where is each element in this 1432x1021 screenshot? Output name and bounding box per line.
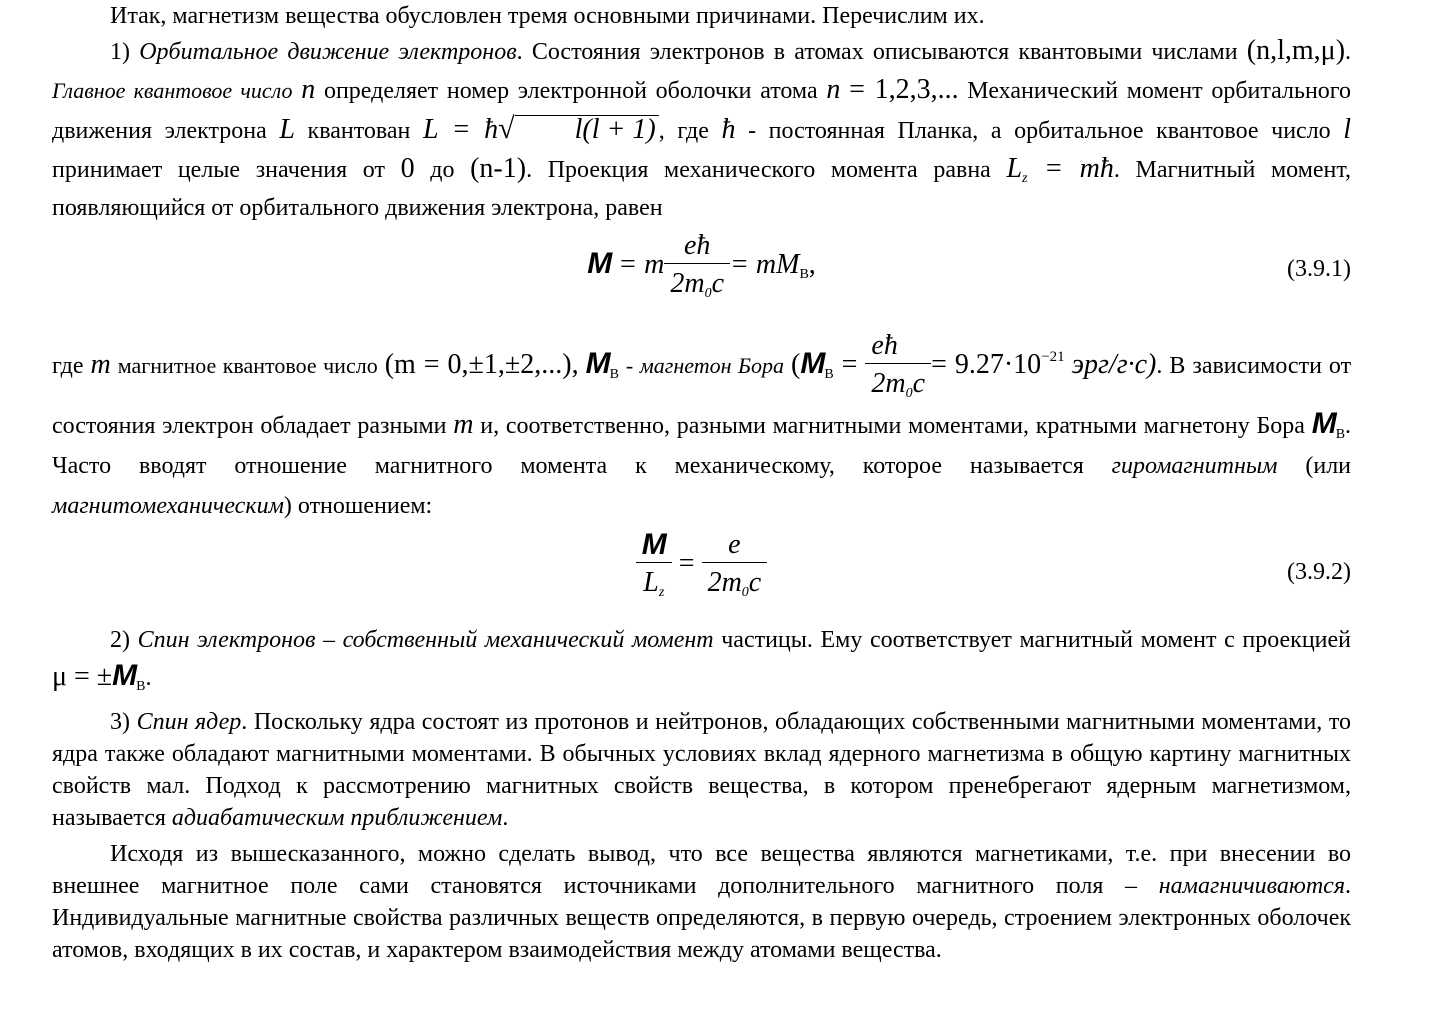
symbol-M: M [587, 246, 612, 280]
symbol-MB: M [1311, 407, 1336, 440]
denominator [702, 562, 768, 603]
formula-part: = mħ [1044, 153, 1114, 184]
symbol-m: m [453, 409, 474, 440]
formula-part: . [145, 665, 152, 691]
numerator: eħ [683, 230, 711, 261]
subscript: B [136, 679, 146, 694]
formula-spin-projection: μ = ± [52, 661, 113, 692]
equation-number: (3.9.1) [1287, 256, 1351, 282]
formula-Lz [1006, 153, 1113, 184]
exponent: −21 [1041, 348, 1065, 365]
text: Механический момент орбитального движения электрона [52, 78, 1352, 144]
symbol-L: L [279, 114, 295, 145]
formula-part: = m [618, 248, 665, 280]
subscript: 0 [704, 286, 712, 301]
symbol-m: m [90, 348, 111, 380]
text: . Поскольку ядра состоят из протонов и нейтронов, обладающих собственными магнитными моментами, то ядра также обладают магнитными моментами. В обычных условиях вклад ядерного магнетизма в общую картину магнитных свойств мал. Подход к рассмотрению магнитных свойств вещества, в котором пренебрегают ядерным магнетизмом, называется [52, 709, 1352, 831]
formula-L-quantized [423, 114, 659, 145]
fraction [636, 528, 672, 603]
formula-part: L [643, 567, 659, 598]
formula-units: эрг/г·с) [1071, 348, 1157, 380]
symbol-l: l [1343, 114, 1352, 145]
text: . Часто вводят отношение магнитного момента к механическому, которое называется [52, 413, 1352, 479]
intro-text: Итак, магнетизм вещества обусловлен тремя основными причинами. Перечислим их. [110, 3, 985, 29]
text: где [52, 352, 84, 379]
text: принимает целые значения от [52, 157, 385, 183]
subscript: 0 [905, 386, 913, 401]
formula-part: 2m [707, 567, 742, 598]
symbol-zero: 0 [400, 153, 415, 184]
denominator [664, 263, 730, 304]
formula-m-values: (m = 0,±1,±2,...), [384, 348, 579, 380]
text: и, соответственно, разными магнитными моментами, кратными магнетону Бора [480, 413, 1305, 439]
text: магнитное квантовое число [117, 352, 378, 378]
formula-part: = mM [730, 248, 800, 280]
subscript: B [1335, 427, 1346, 442]
text: . Проекция механического момента равна [526, 157, 991, 183]
symbol-hbar: ħ [721, 114, 736, 145]
text: до [430, 157, 455, 183]
sqrt-icon: √ [498, 112, 515, 145]
intro-paragraph [52, 0, 1351, 32]
equation-body [52, 528, 1351, 603]
text: . Индивидуальные магнитные свойства различных веществ определяются, в первую очередь, строением электронных оболочек атомов, входящих в их состав, и характером взаимодействия между атомами вещества. [52, 873, 1351, 963]
formula-part: , [808, 248, 816, 280]
subscript: B [799, 266, 809, 282]
symbol-n: n [826, 74, 841, 105]
text: . Состояния электронов в атомах описываются квантовыми числами [516, 39, 1238, 65]
paragraph-orbital: 1) Орбитальное движение электронов. Состояния электронов в атомах описываются квантовыми числами (n,l,m,μ). Главное квантовое число n определяет номер электронной оболочки атома n = 1,2,3,... Механический момент орбитального движения электрона L квантован L = ħ√ l(l + 1) , где ħ - постоянная Планка, а орбитальное квантовое число l принимает целые значения от 0 до (n-1). Проекция механического момента равна $L_z$ = mħ. Магнитный момент, появляющийся от орбитального движения электрона, равен [52, 35, 1352, 221]
formula-n-minus-1: (n-1) [470, 153, 527, 184]
paragraph-electron-spin [52, 622, 1351, 696]
fraction [702, 528, 768, 603]
numerator: e [728, 529, 741, 560]
symbol-MB: M [112, 659, 137, 692]
subscript: B [609, 366, 619, 382]
item-number: 1) [110, 39, 130, 65]
formula-part: L = ħ [423, 114, 499, 145]
term-gyromagnetic: гиромагнитным [1111, 453, 1278, 479]
formula-gyromagnetic-ratio [636, 528, 767, 600]
text: ) отношением: [283, 493, 433, 519]
term-adiabatic: адиабатическим приближением [171, 805, 503, 831]
paragraph-nuclear-spin: 3) Спин ядер. Поскольку ядра состоят из протонов и нейтронов, обладающих собственными магнитными моментами, то ядра также обладают магнитными моментами. В обычных условиях вклад ядерного магнетизма в общую картину магнитных свойств мал. Подход к рассмотрению магнитных свойств вещества, в котором пренебрегают ядерным магнетизмом, называется адиабатическим приближением. [52, 709, 1352, 831]
text: Исходя из вышесказанного, можно сделать вывод, что все вещества являются магнетиками, т.е. при внесении во внешнее магнитное поле сами становятся источниками дополнительного магнитного поля – [52, 841, 1351, 899]
document-page [52, 0, 1351, 966]
text: - постоянная Планка, а орбитальное квантовое число [748, 118, 1331, 144]
text: В зависимости от состояния электрон обладает разными [52, 352, 1352, 439]
formula-part: 2m [670, 268, 705, 299]
equation-3-9-2 [52, 528, 1351, 620]
formula-n-values: = 1,2,3,... [849, 74, 959, 105]
numerator: M [641, 528, 666, 561]
item-number: 2) [110, 627, 130, 653]
paragraph-bohr-magneton: где m магнитное квантовое число (m = 0,±1,±2,...), $M_B$ - магнетон Бора ($M_B$ = $\frac{eħ}{2m_0c}$ = $9.27\cdot 10^{-21}$ эрг/г·с). В зависимости от состояния электрон обладает разными m и, соответственно, разными магнитными моментами, кратными магнетону Бора $M_B$. Часто вводят отношение магнитного момента к механическому, которое называется гиромагнитным (или магнитомеханическим) отношением: [52, 330, 1352, 519]
item-title: Спин ядер [136, 709, 242, 735]
term-magnetomechanical: магнитомеханическим [52, 493, 284, 519]
formula-bohr-value: ($M_B$ = $\frac{eħ}{2m_0c}$ = $9.27\cdot 10^{-21}$ [791, 349, 1065, 380]
text: , где [658, 118, 709, 144]
symbol-MB: M [585, 346, 610, 380]
fraction [865, 329, 931, 404]
item-number: 3) [110, 709, 130, 735]
formula-part: = [678, 547, 695, 579]
symbol-MB: M [800, 346, 825, 380]
formula-part: c [748, 567, 762, 598]
formula-part: c [912, 368, 926, 399]
subscript: 0 [741, 585, 749, 600]
formula-quantum-numbers: (n,l,m,μ) [1246, 35, 1346, 66]
formula-part: 2m [871, 368, 906, 399]
term-principal-number: Главное квантовое число [52, 78, 293, 103]
subscript: z [658, 585, 665, 600]
term-bohr-magneton: - магнетон Бора [625, 352, 784, 378]
fraction [664, 229, 730, 304]
text: определяет номер электронной оболочки атома [323, 78, 818, 104]
formula-magnetic-moment [587, 230, 816, 301]
formula-part: = 9.27·10 [931, 348, 1042, 380]
subscript: B [824, 366, 834, 382]
subscript: z [1022, 171, 1028, 186]
symbol-n: n [301, 74, 316, 105]
item-title: Спин электронов – собственный механический момент [137, 627, 714, 653]
text: . Магнитный момент, появляющийся от орбитального движения электрона, равен [52, 157, 1352, 221]
formula-part: = [841, 348, 858, 380]
numerator: eħ [871, 330, 898, 361]
item-title: Орбитальное движение электронов [139, 39, 517, 65]
text: частицы. Ему соответствует магнитный момент с проекцией [721, 627, 1351, 653]
term-magnetize: намагничиваются [1158, 873, 1345, 899]
denominator [636, 562, 672, 603]
equation-body [52, 229, 1351, 304]
text: квантован [307, 118, 411, 144]
equation-number: (3.9.2) [1287, 559, 1351, 585]
denominator [865, 363, 931, 404]
paragraph-conclusion [52, 838, 1351, 966]
formula-part: c [711, 268, 724, 299]
formula-part: L [1006, 153, 1023, 184]
equation-3-9-1 [52, 229, 1351, 325]
text: (или [1305, 453, 1352, 479]
sqrt-body: l(l + 1) [515, 115, 659, 144]
